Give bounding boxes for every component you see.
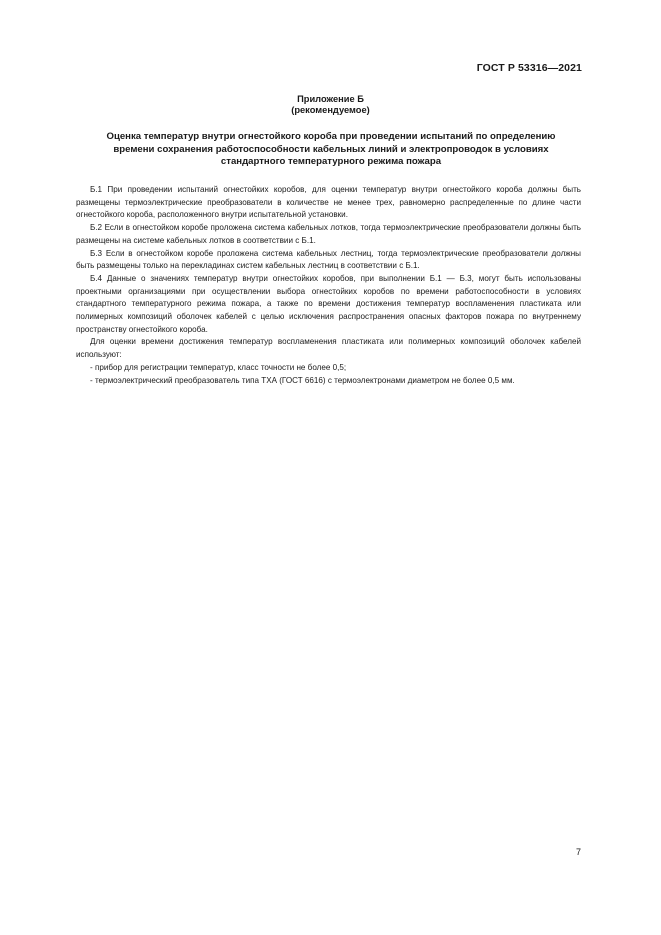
list-item-recorder: - прибор для регистрации температур, класс точности не более 0,5; (90, 362, 347, 372)
paragraph-b2: Б.2 Если в огнестойком коробе проложена система кабельных лотков, тогда термоэлектрические преобразователи должны быть размещены на системе кабельных лотков в соответствии с Б.1. (76, 223, 581, 245)
paragraph-evaluation-intro: Для оценки времени достижения температур воспламенения пластиката или полимерных композиций оболочек кабелей используют: (76, 337, 581, 360)
paragraph-b4: Б.4 Данные о значениях температур внутри огнестойких коробов, при выполнении Б.1 — Б.3, могут быть использованы проектными организациями при осуществлении выбора огнестойких коробов по времени работоспособности в условиях стандартного температурного режима пожара, а также по времени достижения температур воспламенения пластиката или полимерных композиций оболочек кабелей с целью исключения распространения опасных факторов пожара по внутреннему пространству огнестойкого короба. (76, 273, 581, 334)
annex-status: (рекомендуемое) (291, 105, 370, 115)
paragraph-b3: Б.3 Если в огнестойком коробе проложена система кабельных лестниц, тогда термоэлектрические преобразователи должны быть размещены только на перекладинах систем кабельных лестниц в соответствии с Б.1. (76, 248, 581, 271)
page-number: 7 (575, 847, 581, 857)
annex-heading (0, 94, 661, 116)
standard-number: ГОСТ Р 53316—2021 (476, 62, 582, 74)
paragraph-b1: Б.1 При проведении испытаний огнестойких коробов, для оценки температур внутри огнестойкого короба должны быть размещены термоэлектрические преобразователи в количестве не менее трех, равномерно распределенные по длине части огнестойкого короба, расположенного внутри испытательной установки. (76, 185, 581, 220)
body-text (76, 184, 581, 387)
annex-label: Приложение Б (297, 94, 364, 104)
list-item-thermocouple: - термоэлектрический преобразователь типа ТХА (ГОСТ 6616) с термоэлектронами диаметром не более 0,5 мм. (90, 375, 515, 385)
annex-title: Оценка температур внутри огнестойкого короба при проведении испытаний по определению времени сохранения работоспособности кабельных линий и электропроводок в условиях стандартного температурного режима пожара (106, 131, 556, 167)
